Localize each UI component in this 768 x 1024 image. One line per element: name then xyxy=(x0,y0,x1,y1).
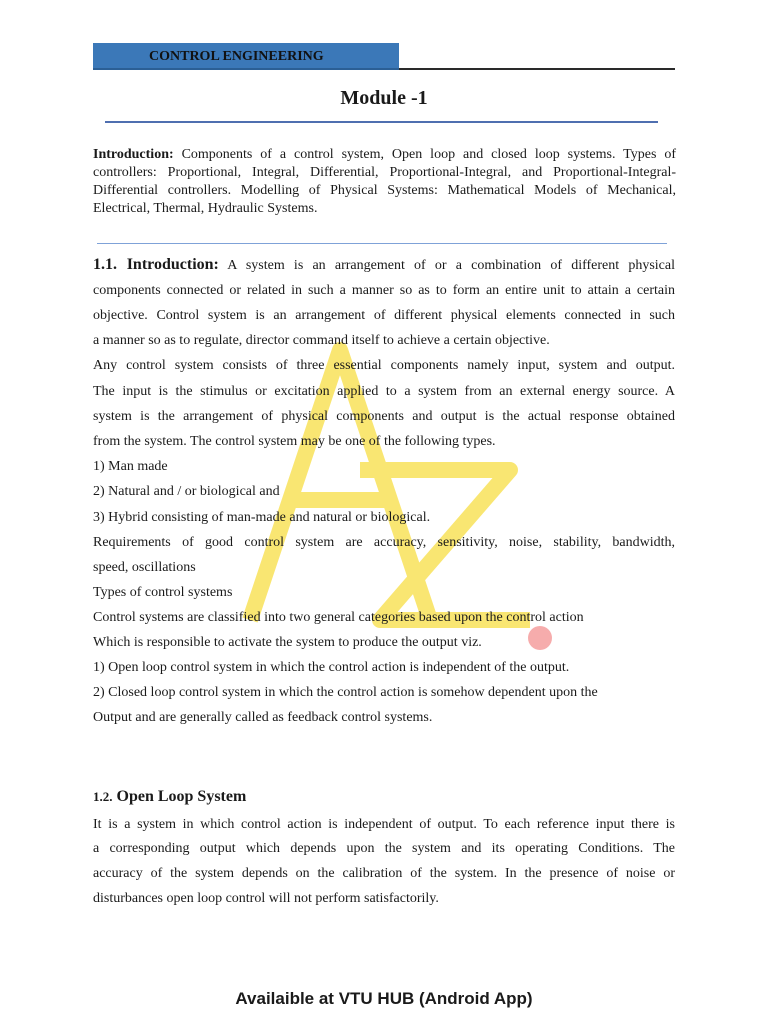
sec11-line: Types of control systems xyxy=(93,585,233,600)
intro-label: Introduction: xyxy=(93,147,174,162)
header-rule xyxy=(399,68,675,70)
sec11-line: 1) Man made xyxy=(93,459,168,474)
module-divider xyxy=(105,121,658,123)
intro-divider xyxy=(97,243,667,244)
module-title: Module -1 xyxy=(340,87,428,109)
sec12-line: accuracy of the system depends on the calibration of the system. In the presence of noise or xyxy=(93,866,675,881)
sec11-line: a manner so as to regulate, director command itself to achieve a certain objective. xyxy=(93,333,550,348)
sec12-line: a corresponding output which depends upon the system and its operating Conditions. The xyxy=(93,841,675,856)
section-1-1-heading: 1.1. Introduction: xyxy=(93,256,219,273)
header-label: CONTROL ENGINEERING xyxy=(149,49,324,64)
sec11-line: Which is responsible to activate the system to produce the output viz. xyxy=(93,635,482,650)
section-1-2-title: Open Loop System xyxy=(112,788,247,805)
sec11-line: system is the arrangement of physical components and output is the actual response obtained xyxy=(93,409,675,424)
sec11-line: 3) Hybrid consisting of man-made and natural or biological. xyxy=(93,510,431,525)
section-1-2-number: 1.2. xyxy=(93,789,113,804)
sec11-line: 2) Closed loop control system in which the control action is somehow dependent upon the xyxy=(93,685,598,700)
intro-paragraph xyxy=(93,146,676,218)
sec11-line: components connected or related in such a manner so as to form an entire unit to attain a certain xyxy=(93,283,675,298)
sec11-line: from the system. The control system may be one of the following types. xyxy=(93,434,496,449)
sec12-line: It is a system in which control action is independent of output. To each reference input there is xyxy=(93,817,675,832)
sec11-line: Control systems are classified into two general categories based upon the control action xyxy=(93,610,584,625)
header-band xyxy=(93,43,399,70)
sec12-line: disturbances open loop control will not perform satisfactorily. xyxy=(93,891,439,906)
sec11-line: Any control system consists of three essential components namely input, system and output. xyxy=(93,358,675,373)
sec11-line: 1) Open loop control system in which the control action is independent of the output. xyxy=(93,660,570,675)
sec11-line: speed, oscillations xyxy=(93,560,196,575)
intro-text: Components of a control system, Open loop and closed loop systems. Types of controllers: Proportional, Integral, Differential, Proportional-Integral, and Proportional-Integral-Differential controllers. Modelling of Physical Systems: Mathematical Models of Mechanical, Electrical, Thermal, Hydraulic Systems. xyxy=(93,147,676,216)
sec11-line: 2) Natural and / or biological and xyxy=(93,484,280,499)
sec11-line xyxy=(93,255,675,275)
sec11-first-text: A system is an arrangement of or a combination of different physical xyxy=(218,258,676,273)
section-1-2-heading xyxy=(93,786,246,808)
sec11-line: The input is the stimulus or excitation applied to a system from an external energy source. A xyxy=(93,384,675,399)
sec11-line: objective. Control system is an arrangement of different physical elements connected in such xyxy=(93,308,675,323)
footer-availability: Availaible at VTU HUB (Android App) xyxy=(235,989,533,1008)
sec11-line: Output and are generally called as feedback control systems. xyxy=(93,710,433,725)
sec11-line: Requirements of good control system are accuracy, sensitivity, noise, stability, bandwidth, xyxy=(93,535,675,550)
